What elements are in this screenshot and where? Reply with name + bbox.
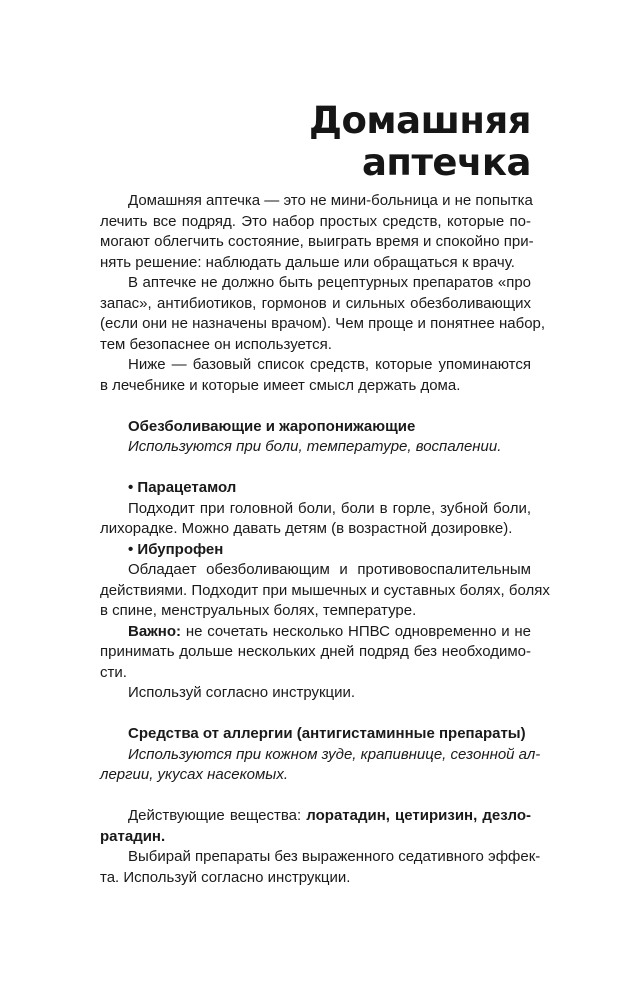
page-title-line: Домашняя [309, 99, 531, 142]
text-line [100, 560, 531, 581]
body-text: В аптечке не должно быть рецептурных препаратов «про [128, 274, 531, 291]
body-text: та. Используй согласно инструкции. [100, 868, 351, 886]
text-line [100, 478, 531, 499]
text-line [100, 335, 531, 356]
text-line [100, 642, 531, 663]
body-text: в лечебнике и которые имеет смысл держать дома. [100, 376, 461, 394]
text-line [100, 437, 531, 458]
body-text: действиями. Подходит при мышечных и суставных болях, болях [100, 581, 550, 599]
body-text: лечить все подряд. Это набор простых средств, которые по- [100, 212, 531, 230]
text-line [100, 806, 531, 827]
text-line [100, 273, 531, 294]
text-line [100, 540, 531, 561]
blank-line [100, 396, 531, 417]
text-line [100, 683, 531, 704]
bold-text: Обезболивающие и жаропонижающие [128, 417, 416, 435]
bold-text: лоратадин, цетиризин, дезло- [306, 807, 532, 824]
text-line [100, 376, 531, 397]
document-body [100, 191, 550, 888]
page-title-line: аптечка [361, 141, 531, 184]
body-text: (если они не назначены врачом). Чем проще и понятнее набор, [100, 315, 546, 332]
text-line [100, 355, 531, 376]
body-text: в спине, менструальных болях, температуре. [100, 602, 417, 619]
text-line [100, 622, 531, 643]
body-text: сти. [100, 663, 127, 681]
text-line [100, 724, 531, 745]
body-text: принимать дольше нескольких дней подряд без необходимо- [100, 643, 531, 660]
italic-text: лергии, укусах насекомых. [100, 766, 289, 783]
italic-text: Используются при кожном зуде, крапивнице, сезонной ал- [128, 745, 541, 763]
body-text: лихорадке. Можно давать детям (в возрастной дозировке). [100, 520, 513, 537]
blank-line [100, 704, 531, 725]
body-text: Используй согласно инструкции. [128, 684, 356, 701]
bold-text: • Ибупрофен [128, 540, 224, 558]
text-line [100, 827, 531, 848]
body-text: нять решение: наблюдать дальше или обращаться к врачу. [100, 253, 515, 271]
text-line [100, 253, 531, 274]
text-line [100, 232, 534, 253]
text-line [100, 581, 550, 602]
text-line [100, 663, 531, 684]
text-line [100, 191, 531, 212]
body-text: могают облегчить состояние, выиграть время и спокойно при- [100, 233, 534, 250]
text-line [100, 868, 531, 889]
page-title [309, 100, 531, 184]
body-text: Подходит при головной боли, боли в горле, зубной боли, [128, 499, 531, 517]
text-line [100, 519, 531, 540]
text-line [100, 212, 531, 233]
bold-text: Важно: [128, 622, 182, 640]
body-text: Действующие вещества: [128, 807, 307, 824]
text-line [100, 294, 531, 315]
text-line [100, 745, 541, 766]
italic-text: Используются при боли, температуре, воспалении. [128, 438, 502, 455]
text-line [100, 765, 531, 786]
body-text: не сочетать несколько НПВС одновременно и не [181, 622, 531, 640]
text-line [100, 417, 531, 438]
text-line [100, 499, 531, 520]
text-line [100, 847, 541, 868]
text-line [100, 314, 546, 335]
bold-text: ратадин. [100, 827, 166, 845]
bold-text: Средства от аллергии (антигистаминные препараты) [128, 725, 526, 742]
body-text: тем безопаснее он используется. [100, 335, 332, 353]
body-text: Домашняя аптечка — это не мини-больница и не попытка [128, 192, 533, 209]
body-text: Обладает обезболивающим и противовоспалительным [128, 561, 531, 578]
blank-line [100, 786, 531, 807]
bold-text: • Парацетамол [128, 479, 237, 496]
blank-line [100, 458, 531, 479]
body-text: запас», антибиотиков, гормонов и сильных обезболивающих [100, 294, 531, 312]
body-text: Ниже — базовый список средств, которые упоминаются [128, 356, 531, 373]
text-line [100, 601, 531, 622]
body-text: Выбирай препараты без выраженного седативного эффек- [128, 848, 541, 865]
